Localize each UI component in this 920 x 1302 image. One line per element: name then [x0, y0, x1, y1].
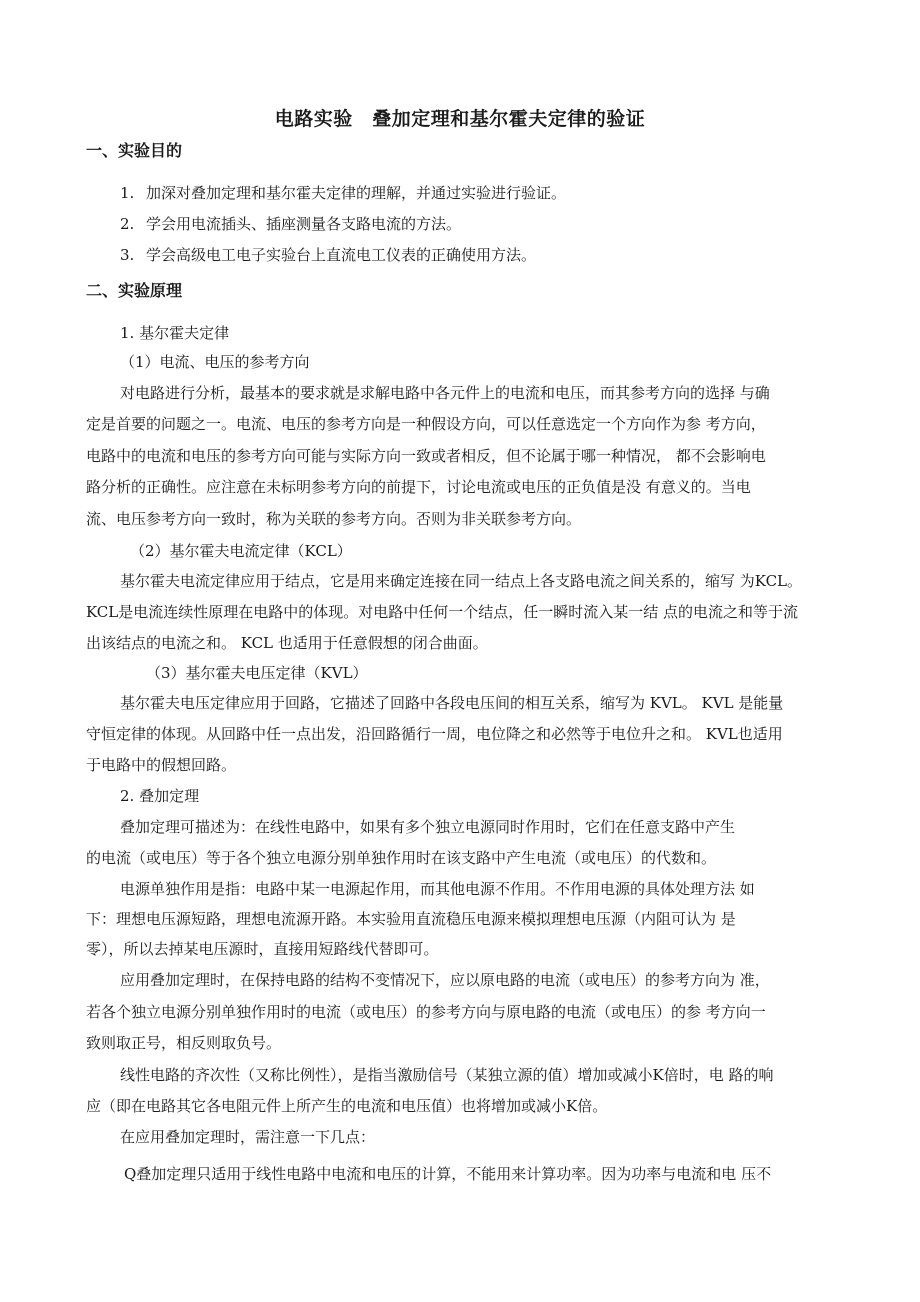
paragraph-line: 应（即在电路其它各电阻元件上所产生的电流和电压值）也将增加或减小K倍。 — [86, 1097, 608, 1115]
paragraph-line: Q叠加定理只适用于线性电路中电流和电压的计算，不能用来计算功率。因为功率与电流和电 压不 — [124, 1165, 772, 1183]
subheading-kvl: （3）基尔霍夫电压定律（KVL） — [146, 664, 368, 682]
section-heading-principles: 二、实验原理 — [86, 281, 183, 300]
paragraph-line: 在应用叠加定理时，需注意一下几点： — [120, 1128, 376, 1146]
paragraph-line: 定是首要的问题之一。电流、电压的参考方向是一种假设方向，可以任意选定一个方向作为参 考方向， — [86, 415, 766, 433]
paragraph-line: 若各个独立电源分别单独作用时的电流（或电压）的参考方向与原电路的电流（或电压）的参 考方向一 — [86, 1003, 766, 1021]
paragraph-line: KCL是电流连续性原理在电路中的体现。对电路中任何一个结点，任一瞬时流入某一结 点的电流之和等于流 — [86, 603, 799, 621]
objective-item — [120, 213, 461, 234]
paragraph-line: 出该结点的电流之和。 KCL 也适用于任意假想的闭合曲面。 — [86, 634, 488, 652]
paragraph-line: 的电流（或电压）等于各个独立电源分别单独作用时在该支路中产生电流（或电压）的代数和。 — [86, 849, 717, 867]
paragraph-line: 叠加定理可描述为：在线性电路中，如果有多个独立电源同时作用时，它们在任意支路中产生 — [120, 818, 736, 836]
subheading-reference-direction: （1）电流、电压的参考方向 — [120, 353, 310, 371]
paragraph-line: 电路中的电流和电压的参考方向可能与实际方向一致或者相反，但不论属于哪一种情况， 都不会影响电 — [86, 447, 766, 465]
paragraph-line: 基尔霍夫电流定律应用于结点，它是用来确定连接在同一结点上各支路电流之间关系的，缩写 为KCL。 — [120, 572, 803, 590]
paragraph-line: 对电路进行分析，最基本的要求就是求解电路中各元件上的电流和电压，而其参考方向的选择 与确 — [120, 384, 770, 402]
objective-text: 加深对叠加定理和基尔霍夫定律的理解，并通过实验进行验证。 — [146, 184, 567, 202]
subheading-superposition: 2. 叠加定理 — [120, 787, 200, 805]
objective-number: 3. — [120, 246, 135, 264]
section-heading-objectives: 一、实验目的 — [86, 141, 183, 160]
paragraph-line: 线性电路的齐次性（又称比例性），是指当激励信号（某独立源的值）增加或减小K倍时，电 路的响 — [120, 1066, 774, 1084]
objective-number: 1. — [120, 184, 135, 202]
paragraph-line: 下：理想电压源短路，理想电流源开路。本实验用直流稳压电源来模拟理想电压源（内阻可认为 是 — [86, 910, 736, 928]
paragraph-line: 致则取正号，相反则取负号。 — [86, 1034, 282, 1052]
subheading-kirchhoff: 1. 基尔霍夫定律 — [120, 324, 230, 342]
objective-item — [120, 182, 566, 203]
objective-item — [120, 244, 536, 265]
objective-text: 学会用电流插头、插座测量各支路电流的方法。 — [146, 215, 462, 233]
paragraph-line: 于电路中的假想回路。 — [86, 756, 237, 774]
paragraph-line: 电源单独作用是指：电路中某一电源起作用，而其他电源不作用。不作用电源的具体处理方法 如 — [120, 880, 755, 898]
paragraph-line: 流、电压参考方向一致时，称为关联的参考方向。否则为非关联参考方向。 — [86, 510, 582, 528]
objective-number: 2. — [120, 215, 135, 233]
page-title: 电路实验 叠加定理和基尔霍夫定律的验证 — [274, 108, 646, 130]
paragraph-line: 零），所以去掉某电压源时，直接用短路线代替即可。 — [86, 940, 439, 958]
paragraph-line: 路分析的正确性。应注意在未标明参考方向的前提下，讨论电流或电压的正负值是没 有意义的。当电 — [86, 478, 751, 496]
paragraph-line: 守恒定律的体现。从回路中任一点出发，沿回路循行一周，电位降之和必然等于电位升之和。 KVL也适用 — [86, 725, 783, 743]
objective-text: 学会高级电工电子实验台上直流电工仪表的正确使用方法。 — [146, 246, 537, 264]
paragraph-line: 基尔霍夫电压定律应用于回路，它描述了回路中各段电压间的相互关系，缩写为 KVL。 KVL 是能量 — [120, 694, 784, 712]
paragraph-line: 应用叠加定理时，在保持电路的结构不变情况下，应以原电路的电流（或电压）的参考方向为 准， — [120, 971, 770, 989]
subheading-kcl: （2）基尔霍夫电流定律（KCL） — [130, 542, 352, 560]
